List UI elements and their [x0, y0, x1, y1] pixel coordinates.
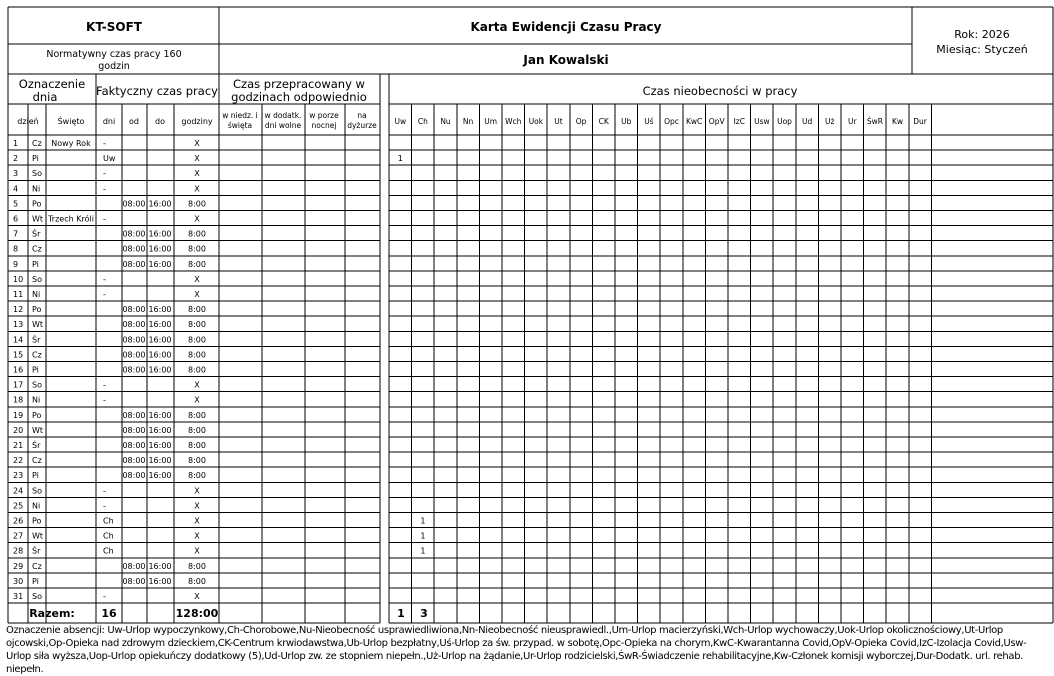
- absence-code-header: Uw: [394, 117, 407, 126]
- row-start-time: 08:00: [122, 305, 146, 315]
- col-dyzurze-line1: na: [357, 111, 367, 120]
- row-day-number: 17: [13, 380, 24, 390]
- row-end-time: 16:00: [148, 244, 172, 254]
- row-weekday: Wt: [32, 320, 44, 330]
- row-weekday: Wt: [32, 425, 44, 435]
- row-day-number: 21: [13, 441, 24, 450]
- row-hours: X: [194, 592, 200, 601]
- row-weekday: Cz: [32, 244, 42, 254]
- row-end-time: 16:00: [148, 320, 172, 330]
- row-absence-uw: 1: [397, 154, 403, 164]
- row-weekday: Ni: [32, 290, 41, 299]
- absence-code-header: ŚwR: [866, 117, 883, 126]
- row-day-number: 24: [13, 486, 24, 496]
- form-title: Karta Ewidencji Czasu Pracy: [470, 20, 662, 34]
- absence-code-header: KwC: [685, 117, 703, 126]
- row-day-code: -: [103, 395, 106, 405]
- row-day-number: 12: [13, 305, 24, 315]
- absence-code-header: Uop: [777, 117, 792, 126]
- row-hours: X: [194, 501, 200, 511]
- col-dni: dni: [102, 117, 116, 126]
- row-day-code: -: [103, 290, 106, 299]
- row-start-time: 08:00: [122, 365, 146, 375]
- row-day-code: -: [103, 139, 106, 148]
- row-day-code: -: [103, 380, 106, 390]
- row-hours: X: [194, 531, 200, 541]
- row-hours: X: [194, 380, 200, 390]
- row-weekday: Po: [32, 516, 42, 526]
- row-hours: X: [194, 154, 200, 164]
- absence-legend: Oznaczenie absencji: Uw-Urlop wypoczynkowy,Ch-Chorobowe,Nu-Nieobecność usprawiedliwiona,Nn-Nieobecność nieusprawiedl.,Um-Urlop macierzyński,Wch-Urlop wychowaczy,Uok-Urlop okolicznościowy,Ut-Urlop ojcowski,Op-Opieka nad zdrowym dzieckiem,CK-Centrum krwiodawstwa,Ub-Urlop bezpłatny,Uś-Urlop za św. przypad. w sobotę,Opc-Opieka na chorym,KwC-Kwarantanna Covid,OpV-Opieka Covid,IzC-Izolacja Covid,Usw-Urlop siła wyższa,Uop-Urlop opiekuńczy dodatkowy (5),Ud-Urlop zw. ze stopniem niepełn.,Uż-Urlop na żądanie,Ur-Urlop rodzicielski,ŚwR-Świadczenie rehabilitacyjne,Kw-Członek komisji wyborczej,Dur-Dodatk. url. rehab. niepełn.: [6, 625, 1027, 675]
- col-nocnej-line2: nocnej: [311, 121, 337, 130]
- row-day-number: 2: [13, 154, 19, 164]
- group-oznaczenie-line1: Oznaczenie: [18, 77, 86, 91]
- row-hours: X: [194, 214, 200, 224]
- row-hours: 8:00: [188, 576, 206, 586]
- row-end-time: 16:00: [148, 425, 172, 435]
- row-end-time: 16:00: [148, 576, 172, 586]
- row-hours: X: [194, 169, 200, 179]
- row-start-time: 08:00: [122, 410, 146, 420]
- row-hours: 8:00: [188, 471, 206, 481]
- row-hours: 8:00: [188, 365, 206, 375]
- row-end-time: 16:00: [148, 441, 172, 450]
- row-weekday: Pi: [32, 471, 39, 481]
- row-weekday: So: [32, 380, 42, 390]
- row-day-code: -: [103, 169, 106, 179]
- absence-code-header: Op: [575, 117, 587, 126]
- row-day-number: 8: [13, 244, 19, 254]
- col-nocnej-line1: w porze: [309, 111, 339, 120]
- row-holiday: Trzech Króli: [48, 214, 94, 224]
- row-day-code: Ch: [103, 531, 114, 541]
- row-day-number: 30: [13, 576, 24, 586]
- absence-code-header: Uż: [824, 117, 835, 126]
- row-weekday: Śr: [32, 441, 41, 450]
- row-weekday: Po: [32, 305, 42, 315]
- col-do: do: [155, 117, 165, 126]
- row-weekday: Pi: [32, 154, 39, 164]
- row-hours: X: [194, 395, 200, 405]
- row-hours: 8:00: [188, 320, 206, 330]
- col-godziny: godziny: [181, 117, 213, 126]
- row-weekday: Cz: [32, 350, 42, 360]
- row-start-time: 08:00: [122, 425, 146, 435]
- row-hours: 8:00: [188, 410, 206, 420]
- row-start-time: 08:00: [122, 259, 146, 269]
- row-start-time: 08:00: [122, 456, 146, 466]
- employee-name: Jan Kowalski: [523, 53, 609, 67]
- group-faktyczny: Faktyczny czas pracy: [96, 84, 218, 98]
- row-hours: X: [194, 290, 200, 299]
- row-hours: 8:00: [188, 259, 206, 269]
- row-start-time: 08:00: [122, 561, 146, 571]
- row-day-number: 23: [13, 471, 24, 481]
- absence-code-header: Ur: [848, 117, 857, 126]
- row-end-time: 16:00: [148, 335, 172, 345]
- row-absence-ch: 1: [420, 531, 426, 541]
- absence-code-header: Dur: [913, 117, 927, 126]
- row-day-number: 4: [13, 184, 19, 194]
- totals-label: Razem:: [29, 607, 75, 620]
- row-hours: 8:00: [188, 441, 206, 450]
- row-start-time: 08:00: [122, 229, 146, 239]
- col-niedz-line1: w niedz. i: [222, 111, 258, 120]
- row-day-number: 29: [13, 561, 24, 571]
- row-day-number: 1: [13, 139, 19, 148]
- group-przepracowany-line1: Czas przepracowany w: [233, 77, 365, 91]
- row-end-time: 16:00: [148, 456, 172, 466]
- row-hours: 8:00: [188, 425, 206, 435]
- row-weekday: Śr: [32, 546, 41, 556]
- row-day-number: 13: [13, 320, 24, 330]
- row-day-number: 22: [13, 456, 24, 466]
- row-weekday: Pi: [32, 576, 39, 586]
- row-day-code: -: [103, 486, 106, 496]
- row-start-time: 08:00: [122, 350, 146, 360]
- row-weekday: So: [32, 592, 42, 601]
- row-day-code: Ch: [103, 546, 114, 556]
- row-day-number: 25: [13, 501, 24, 511]
- totals-days: 16: [101, 607, 117, 620]
- absence-code-header: Ch: [417, 117, 428, 126]
- row-day-number: 14: [13, 335, 24, 345]
- row-day-number: 10: [13, 274, 24, 284]
- group-oznaczenie-line2: dnia: [32, 90, 58, 104]
- totals-hours: 128:00: [175, 607, 219, 620]
- row-day-number: 16: [13, 365, 24, 375]
- company-name: KT-SOFT: [86, 20, 142, 34]
- row-day-number: 27: [13, 531, 24, 541]
- row-weekday: Śr: [32, 335, 41, 345]
- row-start-time: 08:00: [122, 199, 146, 209]
- row-end-time: 16:00: [148, 365, 172, 375]
- col-dyzurze-line2: dyżurze: [347, 121, 377, 130]
- row-hours: X: [194, 516, 200, 526]
- absence-code-header: Opc: [664, 117, 679, 126]
- row-day-number: 20: [13, 425, 24, 435]
- absence-code-header: IzC: [733, 117, 745, 126]
- row-hours: X: [194, 274, 200, 284]
- row-weekday: Po: [32, 199, 42, 209]
- totals-uw: 1: [397, 607, 405, 620]
- row-day-code: -: [103, 592, 106, 601]
- row-day-number: 31: [13, 592, 24, 601]
- row-end-time: 16:00: [148, 199, 172, 209]
- row-hours: X: [194, 139, 200, 148]
- absence-code-header: Ud: [801, 117, 813, 126]
- absence-code-header: Usw: [754, 117, 770, 126]
- row-start-time: 08:00: [122, 576, 146, 586]
- col-od: od: [129, 117, 139, 126]
- row-weekday: So: [32, 169, 42, 179]
- absence-code-header: CK: [598, 117, 609, 126]
- norm-hours-line1: Normatywny czas pracy 160: [46, 49, 182, 60]
- row-hours: 8:00: [188, 244, 206, 254]
- totals-ch: 3: [420, 607, 428, 620]
- row-hours: 8:00: [188, 335, 206, 345]
- row-start-time: 08:00: [122, 441, 146, 450]
- row-day-number: 5: [13, 199, 19, 209]
- row-day-code: Ch: [103, 516, 114, 526]
- row-hours: 8:00: [188, 229, 206, 239]
- row-day-number: 6: [13, 214, 19, 224]
- row-weekday: So: [32, 274, 42, 284]
- row-hours: 8:00: [188, 305, 206, 315]
- row-end-time: 16:00: [148, 305, 172, 315]
- row-day-number: 15: [13, 350, 24, 360]
- absence-code-header: Uś: [644, 117, 654, 126]
- row-weekday: So: [32, 486, 42, 496]
- absence-code-header: Uok: [528, 117, 544, 126]
- row-day-code: -: [103, 184, 106, 194]
- row-weekday: Cz: [32, 561, 42, 571]
- year-label: Rok: 2026: [954, 28, 1010, 41]
- row-day-number: 7: [13, 229, 19, 239]
- row-start-time: 08:00: [122, 471, 146, 481]
- row-weekday: Ni: [32, 501, 41, 511]
- row-day-code: Uw: [103, 154, 116, 164]
- row-hours: 8:00: [188, 350, 206, 360]
- row-day-code: -: [103, 214, 106, 224]
- row-end-time: 16:00: [148, 229, 172, 239]
- col-niedz-line2: święta: [227, 121, 253, 130]
- row-day-number: 28: [13, 546, 24, 556]
- absence-code-header: Nu: [440, 117, 451, 126]
- row-weekday: Ni: [32, 184, 41, 194]
- row-weekday: Ni: [32, 395, 41, 405]
- row-day-number: 3: [13, 169, 19, 179]
- row-hours: 8:00: [188, 456, 206, 466]
- row-weekday: Śr: [32, 229, 41, 239]
- norm-hours-line2: godzin: [98, 61, 130, 72]
- row-day-number: 26: [13, 516, 24, 526]
- row-start-time: 08:00: [122, 335, 146, 345]
- row-hours: X: [194, 486, 200, 496]
- col-swieto: Święto: [57, 117, 85, 126]
- absence-code-header: Ut: [554, 117, 563, 126]
- row-day-number: 19: [13, 410, 24, 420]
- absence-code-header: Um: [484, 117, 498, 126]
- row-weekday: Wt: [32, 531, 44, 541]
- row-weekday: Pi: [32, 259, 39, 269]
- row-day-code: -: [103, 274, 106, 284]
- row-end-time: 16:00: [148, 410, 172, 420]
- row-end-time: 16:00: [148, 561, 172, 571]
- absence-code-header: Wch: [505, 117, 522, 126]
- row-end-time: 16:00: [148, 471, 172, 481]
- row-weekday: Po: [32, 410, 42, 420]
- row-day-number: 9: [13, 259, 19, 269]
- row-holiday: Nowy Rok: [51, 139, 91, 148]
- row-weekday: Cz: [32, 139, 42, 148]
- row-day-code: -: [103, 501, 106, 511]
- row-start-time: 08:00: [122, 320, 146, 330]
- row-weekday: Wt: [32, 214, 44, 224]
- row-hours: 8:00: [188, 561, 206, 571]
- group-nieobecnosci: Czas nieobecności w pracy: [642, 84, 798, 98]
- row-end-time: 16:00: [148, 259, 172, 269]
- col-dodatk-line2: dni wolne: [264, 121, 302, 130]
- row-hours: 8:00: [188, 199, 206, 209]
- row-absence-ch: 1: [420, 516, 426, 526]
- row-day-number: 11: [13, 290, 24, 299]
- row-day-number: 18: [13, 395, 24, 405]
- row-weekday: Pi: [32, 365, 39, 375]
- col-dodatk-line1: w dodatk.: [264, 111, 302, 120]
- row-hours: X: [194, 184, 200, 194]
- row-weekday: Cz: [32, 456, 42, 466]
- row-absence-ch: 1: [420, 546, 426, 556]
- month-label: Miesiąc: Styczeń: [936, 43, 1028, 56]
- absence-code-header: OpV: [708, 117, 725, 126]
- row-hours: X: [194, 546, 200, 556]
- col-dzien: dzień: [17, 117, 39, 126]
- group-przepracowany-line2: godzinach odpowiednio: [231, 90, 367, 104]
- absence-code-header: Kw: [891, 117, 904, 126]
- absence-code-header: Ub: [621, 117, 632, 126]
- row-start-time: 08:00: [122, 244, 146, 254]
- row-end-time: 16:00: [148, 350, 172, 360]
- absence-code-header: Nn: [462, 117, 474, 126]
